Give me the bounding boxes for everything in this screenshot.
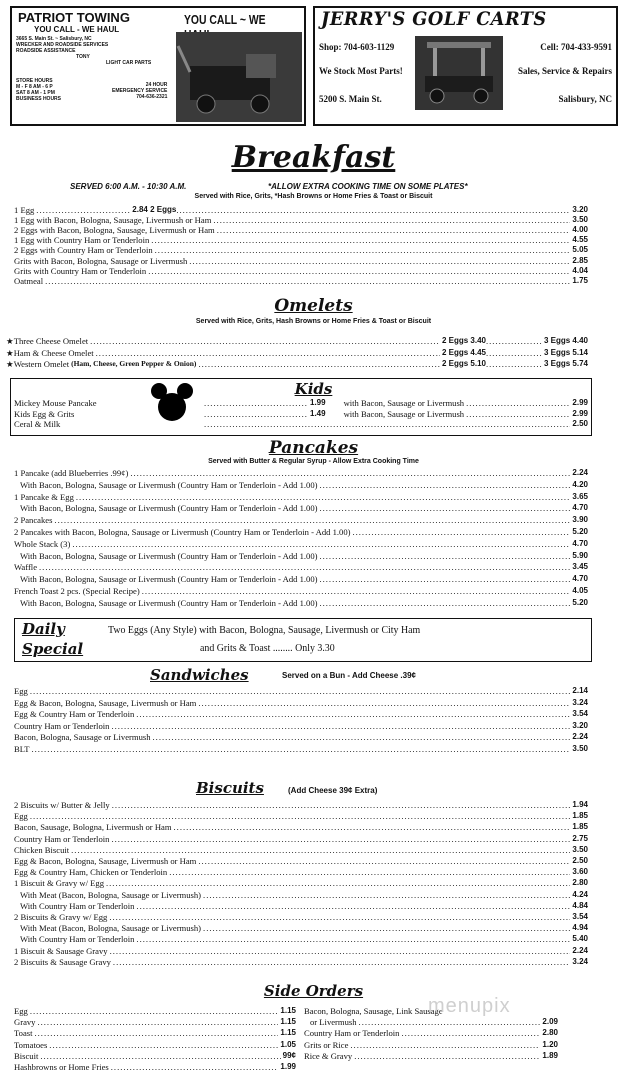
menu-item-row bbox=[14, 744, 588, 754]
menu-item-row bbox=[14, 923, 588, 933]
dot-leader bbox=[176, 205, 570, 215]
dot-leader bbox=[142, 586, 571, 596]
menu-item-name: 2 Eggs with Country Ham or Tenderloin bbox=[14, 245, 153, 256]
kids-item-name: Mickey Mouse Pancake bbox=[14, 398, 97, 408]
omelet-extra: (Ham, Cheese, Green Pepper & Onion) bbox=[71, 359, 197, 368]
kids-item-with-price: 2.99 bbox=[572, 398, 588, 407]
menu-item-price: 1.15 bbox=[280, 1028, 296, 1038]
omelet-name: ★Western Omelet bbox=[6, 359, 70, 369]
menu-item-row bbox=[14, 562, 588, 572]
menu-item-price: 2.50 bbox=[572, 856, 588, 865]
menu-item-name: Bacon, Sausage, Bologna, Livermush or Ham bbox=[14, 822, 172, 833]
patriot-fine-2: ROADSIDE ASSISTANCE bbox=[16, 48, 76, 54]
dot-leader bbox=[213, 215, 570, 225]
side-orders-title: Side Orders bbox=[263, 982, 364, 1000]
menu-item-name: 1 Biscuit & Gravy w/ Egg bbox=[14, 878, 104, 889]
sandwiches-title: Sandwiches bbox=[150, 666, 249, 684]
dot-leader bbox=[319, 598, 570, 608]
menu-item-price: 3.20 bbox=[572, 205, 588, 214]
dot-leader bbox=[198, 698, 570, 708]
patriot-hours-0: STORE HOURS bbox=[16, 78, 53, 84]
omelet-two-egg-price: 2 Eggs 5.10 bbox=[441, 359, 486, 368]
kids-row bbox=[14, 409, 588, 419]
menu-item-price: 2.09 bbox=[542, 1017, 558, 1027]
dot-leader bbox=[153, 732, 571, 742]
dot-leader bbox=[204, 398, 308, 408]
dot-leader bbox=[486, 359, 542, 369]
menu-item-price: 1.05 bbox=[280, 1039, 296, 1049]
dot-leader bbox=[111, 1062, 279, 1072]
menu-item-row bbox=[14, 574, 588, 584]
menu-item-price: 3.45 bbox=[572, 562, 588, 572]
dot-leader bbox=[36, 205, 130, 215]
omelets-served-with: Served with Rice, Grits, Hash Browns or Home Fries & Toast or Biscuit bbox=[195, 318, 432, 325]
breakfast-served-with: Served with Rice, Grits, *Hash Browns or Home Fries & Toast or Biscuit bbox=[194, 193, 433, 200]
menu-item-row bbox=[14, 901, 588, 911]
patriot-slogan: YOU CALL ~ WE bbox=[184, 12, 266, 27]
patriot-phone-1: EMERGENCY SERVICE bbox=[112, 88, 168, 94]
menu-item-name: Toast bbox=[14, 1028, 33, 1039]
menu-item-name: French Toast 2 pcs. (Special Recipe) bbox=[14, 586, 140, 596]
menu-item-row bbox=[14, 527, 588, 537]
menu-item-price: 3.65 bbox=[572, 491, 588, 501]
sandwiches-note: Served on a Bun - Add Cheese .39¢ bbox=[282, 671, 416, 680]
menu-item-row bbox=[14, 721, 588, 731]
menu-item-name: Waffle bbox=[14, 562, 38, 573]
dot-leader bbox=[319, 503, 570, 513]
menu-item-row bbox=[14, 1062, 296, 1072]
menu-item-price: 5.40 bbox=[572, 934, 588, 944]
dot-leader bbox=[169, 867, 570, 877]
menu-item-name: Bacon, Bologna, Sausage, Link Sausage bbox=[304, 1006, 443, 1016]
patriot-title: PATRIOT TOWING bbox=[18, 10, 130, 25]
daily-special-line-1: Two Eggs (Any Style) with Bacon, Bologna, Sausage, Livermush or City Ham bbox=[108, 624, 421, 636]
menu-item-price: 4.05 bbox=[572, 586, 588, 595]
menu-item-price: 4.04 bbox=[572, 265, 588, 275]
menu-item-price: 4.70 bbox=[572, 503, 588, 513]
menu-item-row bbox=[14, 276, 588, 286]
menu-item-price: 1.15 bbox=[280, 1017, 296, 1027]
omelet-row bbox=[6, 359, 588, 369]
menu-item-name: BLT bbox=[14, 744, 30, 754]
kids-item-price: 1.49 bbox=[310, 408, 326, 418]
patriot-hours-1: M - F 8 AM - 6 P bbox=[16, 84, 53, 90]
menu-item-name: Whole Stack (3) bbox=[14, 538, 71, 549]
jerrys-title: JERRY'S GOLF CARTS bbox=[321, 8, 547, 30]
patriot-phone-0: 24 HOUR bbox=[145, 82, 168, 88]
kids-item-price: 2.50 bbox=[572, 419, 588, 428]
menu-item-price: 3.24 bbox=[572, 956, 588, 966]
menu-item-price: 2.80 bbox=[542, 1028, 558, 1038]
pancakes-title: Pancakes bbox=[268, 438, 359, 458]
menu-item-row bbox=[14, 1006, 296, 1016]
menu-item-mid-price: 2.84 2 Eggs bbox=[132, 205, 177, 214]
menu-item-row bbox=[14, 856, 588, 866]
dot-leader bbox=[486, 348, 542, 358]
omelet-three-egg-price: 3 Eggs 5.14 bbox=[543, 347, 588, 357]
menu-item-row bbox=[14, 215, 588, 225]
tow-truck-photo bbox=[176, 32, 302, 122]
jerrys-cell: Cell: 704-433-9591 bbox=[540, 42, 612, 52]
menu-item-row bbox=[304, 1028, 558, 1038]
menu-item-row bbox=[304, 1017, 558, 1027]
omelet-row bbox=[6, 336, 588, 346]
jerrys-sales: Sales, Service & Repairs bbox=[518, 66, 612, 76]
menu-item-name: 1 Egg with Country Ham or Tenderloin bbox=[14, 235, 150, 246]
dot-leader bbox=[90, 336, 440, 346]
dot-leader bbox=[401, 1028, 540, 1038]
dot-leader bbox=[204, 409, 308, 419]
breakfast-allow-note: *ALLOW EXTRA COOKING TIME ON SOME PLATES* bbox=[268, 182, 468, 191]
dot-leader bbox=[39, 562, 570, 572]
menu-item-name: Country Ham or Tenderloin bbox=[304, 1028, 400, 1039]
kids-row bbox=[14, 398, 588, 408]
menu-item-row bbox=[14, 934, 588, 944]
dot-leader bbox=[174, 822, 571, 832]
menu-item-name: Gravy bbox=[14, 1017, 36, 1028]
menu-item-name: With Bacon, Bologna, Sausage or Livermush (Country Ham or Tenderloin - Add 1.00) bbox=[20, 597, 318, 608]
menu-item-price: 2.24 bbox=[572, 945, 588, 955]
menu-item-name: Egg & Bacon, Bologna, Sausage, Livermush or Ham bbox=[14, 856, 197, 866]
omelets-title: Omelets bbox=[274, 296, 353, 316]
menu-item-price: 1.85 bbox=[572, 811, 588, 821]
daily-special-line-2: and Grits & Toast ........ Only 3.30 bbox=[200, 642, 335, 654]
menu-item-price: 4.00 bbox=[572, 225, 588, 235]
menu-item-price: 5.20 bbox=[572, 527, 588, 536]
menu-item-price: 2.75 bbox=[572, 833, 588, 843]
jerrys-city: Salisbury, NC bbox=[558, 94, 612, 104]
kids-row bbox=[14, 419, 588, 429]
menu-item-price: 3.50 bbox=[572, 744, 588, 753]
kids-item-with: with Bacon, Sausage or Livermush bbox=[343, 408, 465, 419]
kids-item-with-price: 2.99 bbox=[572, 408, 588, 418]
dot-leader bbox=[30, 686, 571, 696]
dot-leader bbox=[31, 744, 570, 754]
menu-item-price: 3.54 bbox=[572, 912, 588, 921]
menu-item-row bbox=[14, 225, 588, 235]
menu-item-name: Egg & Country Ham or Tenderloin bbox=[14, 709, 135, 720]
menu-item-name: 2 Biscuits & Gravy w/ Egg bbox=[14, 912, 108, 922]
menu-item-row bbox=[14, 686, 588, 696]
menu-item-name: Grits with Bacon, Bologna, Sausage or Livermush bbox=[14, 255, 188, 266]
dot-leader bbox=[130, 468, 570, 478]
menu-item-name: With Country Ham or Tenderloin bbox=[20, 900, 135, 911]
menu-item-name: Chicken Biscuit bbox=[14, 844, 70, 855]
menu-item-price: 2.24 bbox=[572, 468, 588, 477]
menu-item-name: With Country Ham or Tenderloin bbox=[20, 934, 135, 945]
dot-leader bbox=[111, 834, 570, 844]
dot-leader bbox=[151, 235, 570, 245]
jerrys-stock: We Stock Most Parts! bbox=[319, 66, 403, 76]
menu-item-row bbox=[14, 1028, 296, 1038]
kids-item-price: 1.99 bbox=[310, 398, 326, 407]
patriot-fine-1: WRECKER AND ROADSIDE SERVICES bbox=[16, 42, 109, 48]
dot-leader bbox=[136, 901, 570, 911]
menu-item-row bbox=[14, 468, 588, 478]
dot-leader bbox=[466, 409, 570, 419]
dot-leader bbox=[136, 934, 570, 944]
menu-item-row bbox=[14, 946, 588, 956]
dot-leader bbox=[486, 336, 542, 346]
dot-leader bbox=[113, 957, 571, 967]
daily-special-label-1: Daily bbox=[22, 620, 65, 638]
dot-leader bbox=[40, 1051, 280, 1061]
menu-item-row bbox=[14, 845, 588, 855]
dot-leader bbox=[319, 574, 570, 584]
menu-item-name: With Meat (Bacon, Bologna, Sausage or Livermush) bbox=[20, 889, 202, 900]
menu-item-name: 2 Pancakes bbox=[14, 515, 53, 526]
menu-item-row bbox=[14, 539, 588, 549]
kids-item-name: Kids Egg & Grits bbox=[14, 408, 75, 419]
menu-item-price: 1.85 bbox=[572, 822, 588, 832]
menu-item-name: 1 Pancake (add Blueberries .99¢) bbox=[14, 468, 129, 478]
dot-leader bbox=[30, 1006, 279, 1016]
omelet-row bbox=[6, 348, 588, 358]
menu-item-name: or Livermush bbox=[310, 1017, 357, 1028]
menu-item-price: 3.50 bbox=[572, 215, 588, 225]
menu-item-name: Grits or Rice bbox=[304, 1039, 349, 1050]
omelet-two-egg-price: 2 Eggs 3.40 bbox=[441, 336, 486, 345]
menu-item-row bbox=[14, 598, 588, 608]
menu-item-price: 1.89 bbox=[542, 1050, 558, 1060]
menu-item-name: With Bacon, Bologna, Sausage or Livermush (Country Ham or Tenderloin - Add 1.00) bbox=[20, 574, 318, 585]
patriot-fine-3: TONY bbox=[76, 54, 90, 60]
menu-item-row bbox=[14, 245, 588, 255]
dot-leader bbox=[319, 480, 570, 490]
menu-item-name: Country Ham or Tenderloin bbox=[14, 833, 110, 844]
menu-item-price: 4.20 bbox=[572, 479, 588, 489]
patriot-phone bbox=[112, 82, 167, 100]
menu-item-price: 1.15 bbox=[280, 1006, 296, 1015]
menu-item-row bbox=[14, 878, 588, 888]
omelet-two-egg-price: 2 Eggs 4.45 bbox=[441, 347, 486, 357]
menu-item-price: 5.20 bbox=[572, 597, 588, 607]
menu-item-price: 3.90 bbox=[572, 515, 588, 525]
menu-item-price: 5.90 bbox=[572, 550, 588, 560]
patriot-fine-print bbox=[16, 36, 172, 66]
menu-item-price: 4.24 bbox=[572, 889, 588, 899]
jerrys-shop: Shop: 704-603-1129 bbox=[319, 42, 395, 52]
patriot-hours-2: SAT 8 AM - 1 PM bbox=[16, 90, 55, 96]
menu-item-price: 99¢ bbox=[282, 1050, 296, 1060]
patriot-fine-0: 3665 S. Main St. ~ Salisbury, NC bbox=[16, 36, 92, 42]
menu-item-name: Egg bbox=[14, 1006, 28, 1016]
dot-leader bbox=[155, 245, 571, 255]
dot-leader bbox=[203, 923, 570, 933]
menu-item-price: 5.05 bbox=[572, 245, 588, 255]
breakfast-title: Breakfast bbox=[231, 140, 396, 175]
menu-item-name: 2 Eggs with Bacon, Bologna, Sausage, Livermush or Ham bbox=[14, 225, 215, 236]
menu-item-price: 4.94 bbox=[572, 923, 588, 933]
menu-item-row bbox=[14, 515, 588, 525]
menu-item-row bbox=[14, 256, 588, 266]
omelet-three-egg-price: 3 Eggs 4.40 bbox=[543, 336, 588, 345]
menu-item-name: Egg & Country Ham, Chicken or Tenderloin bbox=[14, 867, 168, 878]
dot-leader bbox=[354, 1051, 540, 1061]
golf-cart-photo bbox=[415, 36, 503, 110]
menu-item-name: Egg bbox=[14, 686, 28, 696]
patriot-phone-2: 704-636-2321 bbox=[136, 94, 168, 100]
menu-item-name: Biscuit bbox=[14, 1050, 39, 1061]
menu-item-price: 4.84 bbox=[572, 900, 588, 910]
menu-item-name: Egg bbox=[14, 811, 28, 822]
patriot-towing-ad bbox=[10, 6, 306, 126]
menu-item-name: Bacon, Bologna, Sausage or Livermush bbox=[14, 732, 151, 743]
menu-item-name: With Bacon, Bologna, Sausage or Livermush (Country Ham or Tenderloin - Add 1.00) bbox=[20, 550, 318, 561]
dot-leader bbox=[198, 856, 570, 866]
menu-item-name: 1 Biscuit & Sausage Gravy bbox=[14, 945, 108, 956]
menu-item-name: Hashbrowns or Home Fries bbox=[14, 1062, 109, 1072]
patriot-hours-3: BUSINESS HOURS bbox=[16, 96, 62, 102]
menu-item-price: 2.85 bbox=[572, 255, 588, 265]
menu-item-row bbox=[14, 1017, 296, 1027]
menu-item-row bbox=[14, 266, 588, 276]
dot-leader bbox=[30, 811, 571, 821]
menu-item-row bbox=[304, 1051, 558, 1061]
pancakes-served-with: Served with Butter & Regular Syrup - Allow Extra Cooking Time bbox=[208, 458, 419, 465]
dot-leader bbox=[111, 721, 570, 731]
menu-item-name: 2 Biscuits w/ Butter & Jelly bbox=[14, 800, 110, 810]
menu-item-name: Tomatoes bbox=[14, 1039, 48, 1050]
kids-item-name: Ceral & Milk bbox=[14, 419, 61, 429]
dot-leader bbox=[352, 527, 570, 537]
dot-leader bbox=[359, 1017, 541, 1027]
menu-item-price: 4.55 bbox=[572, 235, 588, 245]
dot-leader bbox=[217, 225, 571, 235]
menu-item-price: 1.99 bbox=[280, 1062, 296, 1071]
kids-title: Kids bbox=[294, 380, 333, 398]
menu-item-name: 2 Pancakes with Bacon, Bologna, Sausage or Livermush (Country Ham or Tenderloin - Add 1.00) bbox=[14, 527, 351, 537]
patriot-fine-4: LIGHT CAR PARTS bbox=[106, 60, 152, 66]
menu-item-name: Country Ham or Tenderloin bbox=[14, 720, 110, 731]
menu-item-row bbox=[14, 957, 588, 967]
menu-item-price: 1.20 bbox=[542, 1039, 558, 1049]
menu-item-row bbox=[304, 1040, 558, 1050]
menu-item-row bbox=[14, 867, 588, 877]
dot-leader bbox=[37, 1017, 278, 1027]
dot-leader bbox=[204, 419, 570, 429]
breakfast-served-hours: SERVED 6:00 A.M. - 10:30 A.M. bbox=[70, 182, 187, 191]
menu-item-row bbox=[14, 492, 588, 502]
menu-item-row bbox=[14, 698, 588, 708]
biscuits-title: Biscuits bbox=[196, 779, 264, 797]
omelet-name: ★Three Cheese Omelet bbox=[6, 336, 89, 346]
dot-leader bbox=[49, 1040, 278, 1050]
dot-leader bbox=[54, 515, 570, 525]
menu-item-price: 2.80 bbox=[572, 878, 588, 888]
menu-item-price: 4.70 bbox=[572, 574, 588, 584]
menu-item-name: 1 Pancake & Egg bbox=[14, 491, 74, 502]
menu-item-name: Oatmeal bbox=[14, 275, 44, 286]
menu-item-row bbox=[14, 205, 588, 215]
menu-item-price bbox=[556, 1006, 558, 1016]
dot-leader bbox=[189, 256, 570, 266]
daily-special-label-2: Special bbox=[22, 640, 84, 658]
menu-item-price: 1.94 bbox=[572, 800, 588, 809]
menu-item-row bbox=[14, 235, 588, 245]
dot-leader bbox=[319, 551, 570, 561]
dot-leader bbox=[466, 398, 570, 408]
menu-item-row bbox=[14, 822, 588, 832]
menu-item-row bbox=[14, 890, 588, 900]
menu-item-price: 2.24 bbox=[572, 732, 588, 742]
menu-item-name: 1 Egg bbox=[14, 205, 35, 215]
menu-item-row bbox=[14, 503, 588, 513]
biscuits-note: (Add Cheese 39¢ Extra) bbox=[288, 786, 378, 795]
menu-item-name: With Bacon, Bologna, Sausage or Livermush (Country Ham or Tenderloin - Add 1.00) bbox=[20, 503, 318, 514]
patriot-subtitle: YOU CALL - WE HAUL bbox=[34, 25, 120, 34]
menu-item-row bbox=[14, 912, 588, 922]
menu-item-row bbox=[14, 732, 588, 742]
menupix-watermark: menupix bbox=[428, 995, 511, 1017]
patriot-hours bbox=[16, 78, 61, 102]
menu-item-price: 3.20 bbox=[572, 720, 588, 730]
menu-item-row bbox=[14, 1040, 296, 1050]
menu-item-price: 3.60 bbox=[572, 867, 588, 877]
menu-item-price: 3.24 bbox=[572, 697, 588, 707]
jerrys-golf-carts-ad bbox=[313, 6, 618, 126]
dot-leader bbox=[76, 492, 571, 502]
dot-leader bbox=[198, 359, 440, 369]
menu-item-row bbox=[14, 709, 588, 719]
menu-item-price: 1.75 bbox=[572, 275, 588, 285]
dot-leader bbox=[148, 266, 570, 276]
kids-item-with: with Bacon, Sausage or Livermush bbox=[343, 398, 465, 408]
menu-item-name: With Bacon, Bologna, Sausage or Livermush (Country Ham or Tenderloin - Add 1.00) bbox=[20, 479, 318, 490]
dot-leader bbox=[72, 539, 570, 549]
menu-item-row bbox=[14, 586, 588, 596]
dot-leader bbox=[112, 800, 571, 810]
dot-leader bbox=[96, 348, 440, 358]
menu-item-name: With Meat (Bacon, Bologna, Sausage or Livermush) bbox=[20, 923, 202, 934]
dot-leader bbox=[45, 276, 570, 286]
dot-leader bbox=[71, 845, 570, 855]
menu-item-price: 2.14 bbox=[572, 686, 588, 695]
dot-leader bbox=[136, 709, 570, 719]
dot-leader bbox=[203, 890, 570, 900]
menu-item-name: Egg & Bacon, Bologna, Sausage, Livermush or Ham bbox=[14, 697, 197, 708]
menu-item-row bbox=[14, 800, 588, 810]
menu-item-price: 4.70 bbox=[572, 538, 588, 548]
menu-item-row bbox=[14, 834, 588, 844]
menu-item-price: 3.50 bbox=[572, 844, 588, 854]
menu-item-row bbox=[14, 480, 588, 490]
menu-item-name: 2 Biscuits & Sausage Gravy bbox=[14, 956, 111, 967]
dot-leader bbox=[109, 912, 570, 922]
dot-leader bbox=[110, 946, 571, 956]
omelet-three-egg-price: 3 Eggs 5.74 bbox=[543, 359, 588, 368]
menu-item-name: 1 Egg with Bacon, Bologna, Sausage, Livermush or Ham bbox=[14, 215, 212, 226]
menu-item-row bbox=[14, 1051, 296, 1061]
menu-item-row bbox=[14, 811, 588, 821]
menu-item-name: Grits with Country Ham or Tenderloin bbox=[14, 265, 147, 276]
menu-item-row bbox=[14, 551, 588, 561]
omelet-name: ★Ham & Cheese Omelet bbox=[6, 347, 94, 358]
dot-leader bbox=[350, 1040, 540, 1050]
menu-item-name: Rice & Gravy bbox=[304, 1050, 353, 1061]
jerrys-address: 5200 S. Main St. bbox=[319, 94, 382, 104]
dot-leader bbox=[35, 1028, 279, 1038]
menu-item-price: 3.54 bbox=[572, 709, 588, 719]
dot-leader bbox=[106, 878, 570, 888]
